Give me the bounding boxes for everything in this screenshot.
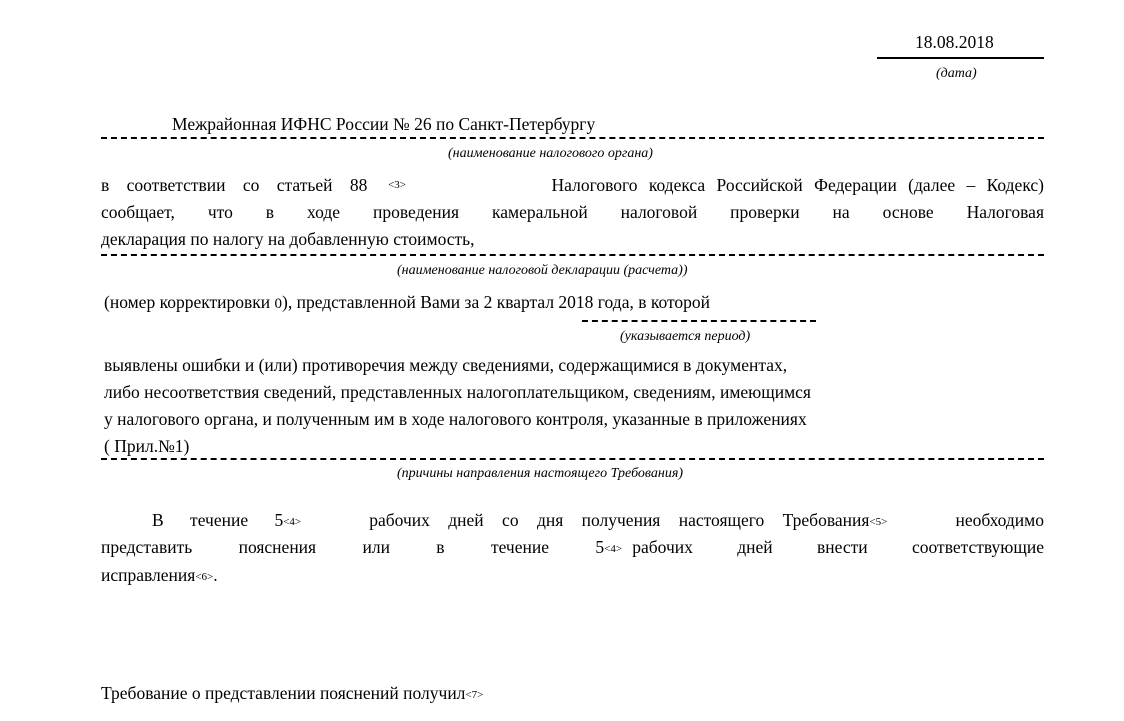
reasons-line2: либо несоответствия сведений, представленных налогоплательщиком, сведениям, имеющимся [104,382,811,402]
paragraph1-line1-a: в соответствии со статьей 88 <3> [101,175,406,195]
period-caption: (указывается период) [620,329,751,344]
paragraph1-line1 [101,175,1044,195]
period-underline [582,320,816,322]
date-underline [877,57,1044,59]
tax-authority-underline [101,137,1044,139]
reasons-caption: (причины направления настоящего Требования) [397,466,684,481]
paragraph2-line1: В течение 5<4> рабочих дней со дня получения настоящего Требования<5> необходимо [152,510,1044,530]
paragraph1-line1-b: Налогового кодекса Российской Федерации (далее – Кодекс) [551,175,1044,195]
tax-authority-caption: (наименование налогового органа) [448,146,653,161]
paragraph1-line2: сообщает, что в ходе проведения камеральной налоговой проверки на основе Налоговая [101,202,1044,222]
receipt-line: Требование о представлении пояснений получил<7> [101,683,484,703]
correction-number: 0 [274,296,282,312]
reasons-line4: ( Прил.№1) [104,436,190,456]
date-caption: (дата) [936,66,977,81]
period-line: (номер корректировки 0), представленной Вами за 2 квартал 2018 года, в которой [104,292,711,312]
paragraph2-line3: исправления<6>. [101,565,218,585]
tax-authority-name: Межрайонная ИФНС России № 26 по Санкт-Петербургу [172,114,596,134]
reasons-line1: выявлены ошибки и (или) противоречия между сведениями, содержащимися в документах, [104,355,788,375]
declaration-caption: (наименование налоговой декларации (расчета)) [397,263,688,278]
paragraph2-line2: представить пояснения или в течение 5<4> рабочих дней внести соответствующие [101,537,1044,557]
reasons-line3: у налогового органа, и полученным им в ходе налогового контроля, указанные в приложениях [104,409,807,429]
declaration-underline [101,254,1044,256]
paragraph1-line3: декларация по налогу на добавленную стоимость, [101,229,475,249]
date-value: 18.08.2018 [915,32,994,52]
reasons-underline [101,458,1044,460]
